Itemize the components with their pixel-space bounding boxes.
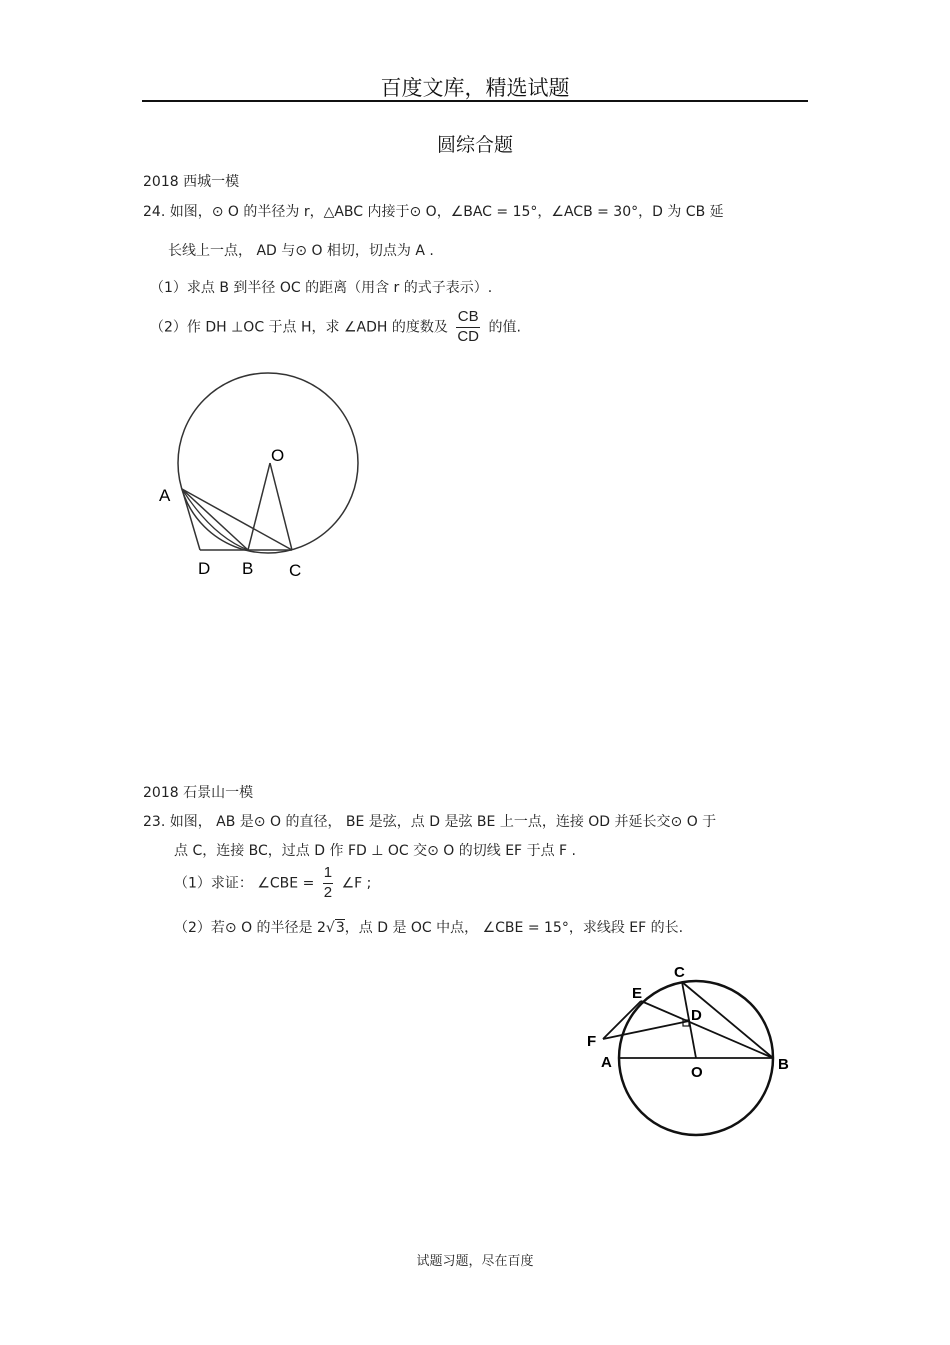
figure2-label-E: E: [632, 985, 643, 1002]
problem1-line1: 24. 如图，⊙ O 的半径为 r，△ABC 内接于⊙ O，∠BAC = 15°，∠ACB = 30°，D 为 CB 延: [143, 204, 724, 220]
figure2-label-C: C: [674, 964, 685, 981]
figure1-label-B: B: [242, 559, 254, 578]
problem2-line1: 23. 如图， AB 是⊙ O 的直径， BE 是弦，点 D 是弦 BE 上一点，连接 OD 并延长交⊙ O 于: [143, 814, 717, 830]
problem2-part1-prefix: （1）求证： ∠CBE =: [174, 875, 315, 892]
page-title: 圆综合题: [436, 134, 513, 156]
sqrt-radicand: 3: [335, 920, 345, 936]
problem2-line2: 点 C，连接 BC，过点 D 作 FD ⊥ OC 交⊙ O 的切线 EF 于点 F .: [174, 843, 576, 859]
sqrt-sign: √: [325, 920, 335, 936]
figure1-label-C: C: [289, 561, 302, 580]
problem1-part1: （1）求点 B 到半径 OC 的距离（用含 r 的式子表示）.: [150, 280, 493, 296]
figure2-label-A: A: [601, 1054, 612, 1071]
problem1-line2: 长线上一点， AD 与⊙ O 相切，切点为 A .: [168, 243, 434, 259]
figure2-label-B: B: [778, 1056, 789, 1073]
problem2-part2-suffix: ，点 D 是 OC 中点， ∠CBE = 15°，求线段 EF 的长.: [344, 920, 684, 936]
figure1-label-D: D: [198, 559, 211, 578]
problem2-source: 2018 石景山一模: [143, 785, 254, 801]
problem2-part1-suffix: ∠F ;: [341, 875, 372, 892]
figure2-label-O: O: [691, 1064, 703, 1081]
page-header: 百度文库，精选试题: [380, 76, 570, 100]
problem1-source: 2018 西城一模: [143, 174, 240, 190]
fraction-denominator: CD: [457, 327, 479, 345]
problem1-part2-suffix: 的值.: [488, 319, 521, 336]
half-denominator: 2: [323, 883, 333, 901]
figure1-label-A: A: [159, 486, 171, 505]
figure1-label-O: O: [271, 446, 285, 465]
page-footer: 试题习题，尽在百度: [416, 1254, 534, 1269]
figure2-BE: [641, 1001, 773, 1058]
problem2-part2-prefix: （2）若⊙ O 的半径是 2: [174, 920, 326, 936]
half-numerator: 1: [323, 864, 333, 884]
figure2-FD: [603, 1021, 689, 1039]
problem1-part2-prefix: （2）作 DH ⊥OC 于点 H，求 ∠ADH 的度数及: [150, 319, 448, 336]
figure2-label-F: F: [587, 1033, 597, 1050]
fraction-numerator: CB: [456, 308, 480, 328]
figure2-label-D: D: [691, 1007, 702, 1024]
